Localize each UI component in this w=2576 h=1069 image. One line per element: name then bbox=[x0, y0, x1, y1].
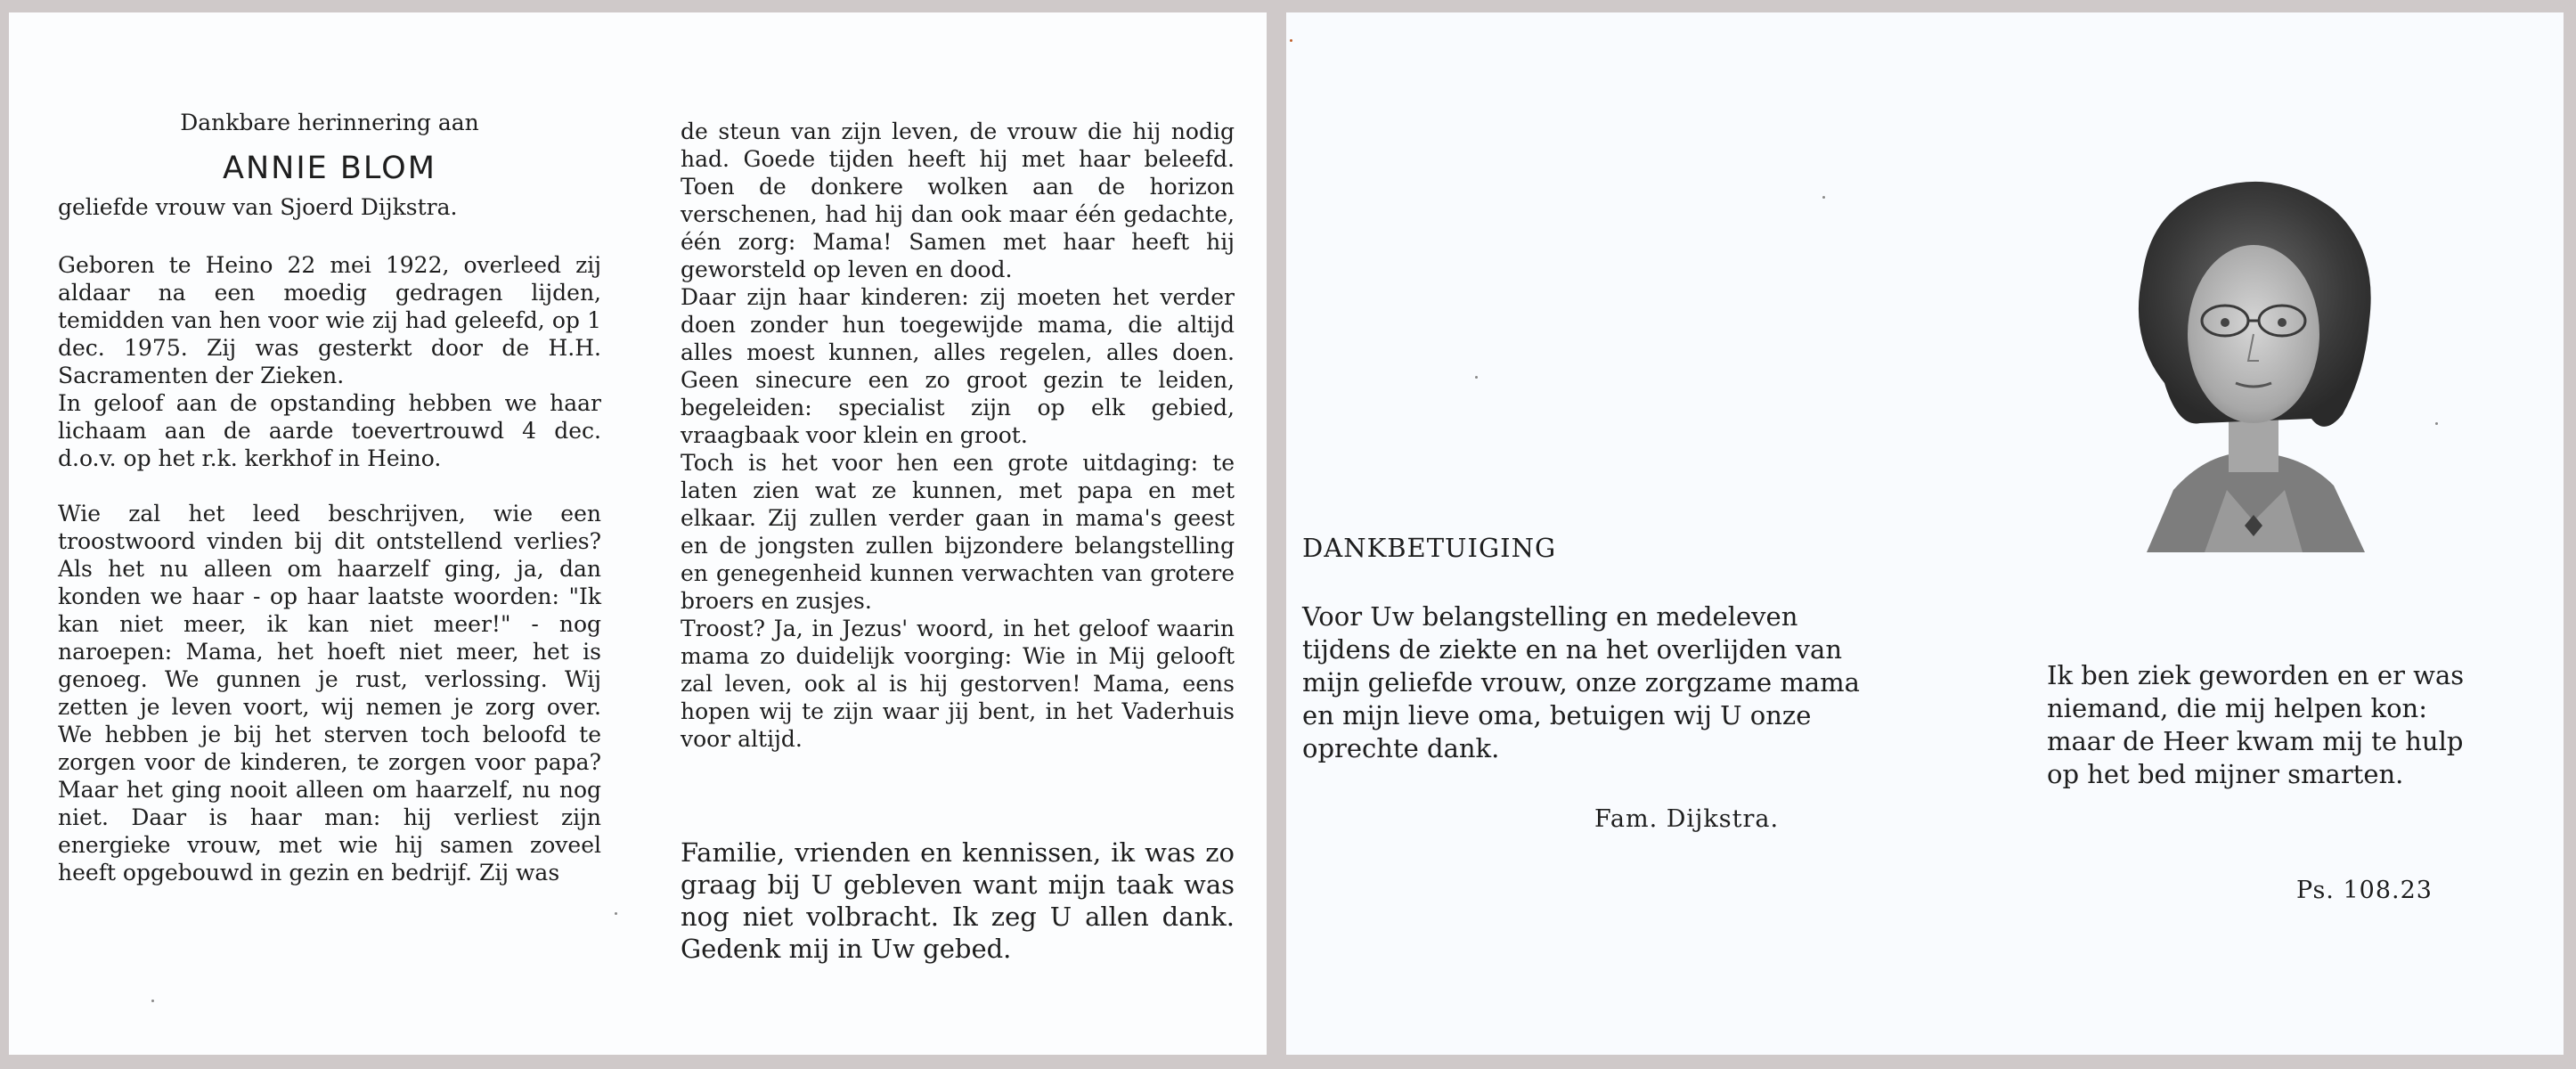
speck bbox=[615, 912, 617, 915]
thanks-heading: DANKBETUIGING bbox=[1302, 533, 1557, 563]
memorial-card-text-page bbox=[9, 12, 1267, 1055]
psalm-reference: Ps. 108.23 bbox=[2296, 877, 2433, 904]
deceased-name: ANNIE BLOM bbox=[223, 151, 436, 186]
text-column-right bbox=[681, 118, 1235, 753]
paragraph-burial: In geloof aan de opstanding hebben we haar lichaam aan de aarde toevertrouwd 4 dec. d.o.v. op het r.k. kerkhof in Heino. bbox=[58, 390, 601, 471]
psalm-quote: Ik ben ziek geworden en er was niemand, die mij helpen kon: maar de Heer kwam mij te hulp op het bed mijner smarten. bbox=[2047, 660, 2465, 789]
text-column-left bbox=[58, 109, 601, 886]
thanks-signature: Fam. Dijkstra. bbox=[1594, 805, 1780, 833]
thanks-message: Voor Uw belangstelling en medeleven tijdens de ziekte en na het overlijden van mijn geliefde vrouw, onze zorgzame mama en mijn lieve oma, betuigen wij U onze oprechte dank. bbox=[1302, 601, 1860, 763]
intro-line: Dankbare herinnering aan bbox=[180, 110, 479, 135]
paragraph-comfort: Troost? Ja, in Jezus' woord, in het geloof waarin mama zo duidelijk voorging: Wie in Mij gelooft zal leven, ook al is hij gestorven! Mama, eens hopen wij te zijn waar jij bent, in het Vaderhuis voor altijd. bbox=[681, 616, 1235, 752]
speck bbox=[1290, 39, 1292, 42]
subtitle-line: geliefde vrouw van Sjoerd Dijkstra. bbox=[58, 194, 458, 220]
farewell-message: Familie, vrienden en kennissen, ik was zo graag bij U gebleven want mijn taak was nog niet volbracht. Ik zeg U allen dank. Gedenk mij in Uw gebed. bbox=[681, 837, 1235, 964]
paragraph-challenge: Toch is het voor hen een grote uitdaging: te laten zien wat ze kunnen, met papa en met elkaar. Zij zullen verder gaan in mama's geest en de jongsten zullen bijzondere belangstelling en genegenheid kunnen verwachten van grotere broers en zusjes. bbox=[681, 450, 1235, 614]
speck bbox=[2435, 422, 2438, 425]
paragraph-husband: de steun van zijn leven, de vrouw die hij nodig had. Goede tijden heeft hij met haar beleefd. Toen de donkere wolken aan de horizon verschenen, had hij dan ook maar één gedachte, één zorg: Mama! Samen met haar heeft hij geworsteld op leven en dood. bbox=[681, 118, 1235, 282]
speck bbox=[1822, 196, 1825, 199]
paragraph-birth-death: Geboren te Heino 22 mei 1922, overleed zij aldaar na een moedig gedragen lijden, temidden van hen voor wie zij had geleefd, op 1 dec. 1975. Zij was gesterkt door de H.H. Sacramenten der Zieken. bbox=[58, 252, 601, 388]
speck bbox=[151, 1000, 154, 1002]
speck bbox=[1475, 376, 1478, 379]
paragraph-grief: Wie zal het leed beschrijven, wie een troostwoord vinden bij dit ontstellend verlies? Als het nu alleen om haarzelf ging, ja, dan konden we haar - op haar laatste woorden: "Ik kan niet meer, ik kan niet meer!" - nog naroepen: Mama, het hoeft niet meer, het is genoeg. We gunnen je rust, verlossing. Wij zetten je leven voort, wij nemen je zorg over. We hebben je bij het sterven toch beloofd te zorgen voor de kinderen, te zorgen voor papa? Maar het ging nooit alleen om haarzelf, nu nog niet. Daar is haar man: hij verliest zijn energieke vrouw, met wie hij samen zoveel heeft opgebouwd in gezin en bedrijf. Zij was bbox=[58, 501, 601, 885]
paragraph-children: Daar zijn haar kinderen: zij moeten het verder doen zonder hun toegewijde mama, die altijd alles moest kunnen, alles regelen, alles doen. Geen sinecure een zo groot gezin te leiden, begeleiden: specialist zijn op elk gebied, vraagbaak voor klein en groot. bbox=[681, 284, 1235, 448]
portrait-photo-icon bbox=[2111, 169, 2391, 552]
memorial-card-photo-page bbox=[1286, 12, 2564, 1055]
